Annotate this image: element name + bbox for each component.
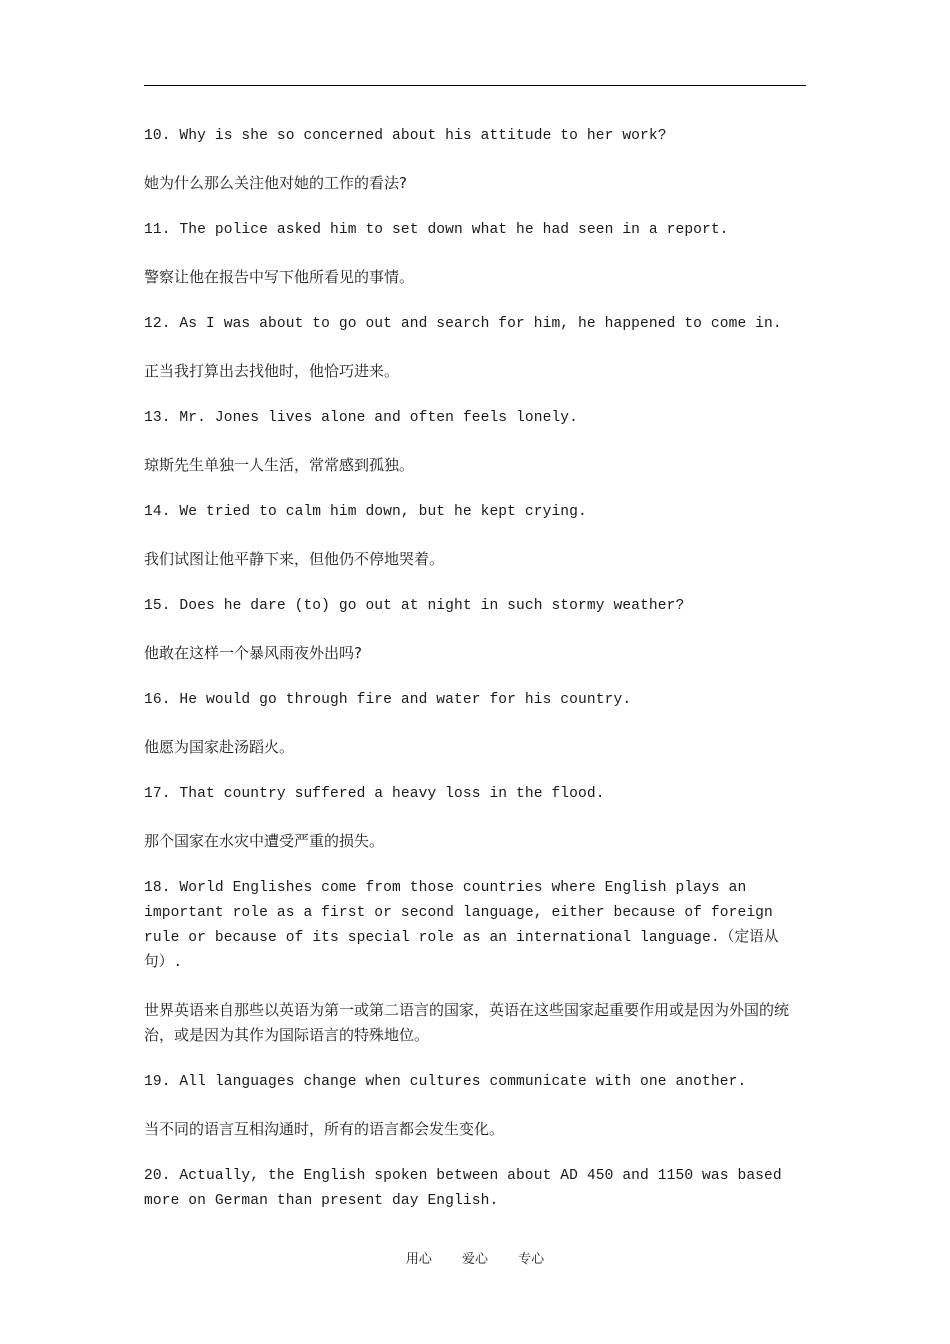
sentence-12-chinese: 正当我打算出去找他时，他恰巧进来。 (144, 362, 400, 380)
sentence-10-english: 10. Why is she so concerned about his attitude to her work? (144, 128, 667, 144)
footer-word: 专心 (518, 1252, 545, 1267)
sentence-18-english: 18. World Englishes come from those countries where English plays an important role as a first or second language, either because of foreign rule or because of its special role as an international language.（定语从句）. (144, 880, 779, 971)
header-rule (144, 85, 806, 86)
sentence-19-chinese: 当不同的语言互相沟通时，所有的语言都会发生变化。 (144, 1120, 505, 1138)
footer-word: 爱心 (461, 1252, 488, 1267)
sentence-16-english: 16. He would go through fire and water for his country. (144, 692, 632, 708)
sentence-10-chinese: 她为什么那么关注他对她的工作的看法? (144, 174, 407, 192)
sentence-15-chinese: 他敢在这样一个暴风雨夜外出吗? (144, 644, 362, 662)
sentence-15-english: 15. Does he dare (to) go out at night in such stormy weather? (144, 598, 685, 614)
sentence-16-chinese: 他愿为国家赴汤蹈火。 (144, 738, 295, 756)
sentence-13-chinese: 琼斯先生单独一人生活，常常感到孤独。 (144, 456, 415, 474)
sentence-20-english: 20. Actually, the English spoken between about AD 450 and 1150 was based more on German than present day English. (144, 1168, 782, 1209)
sentence-18-chinese: 世界英语来自那些以英语为第一或第二语言的国家，英语在这些国家起重要作用或是因为外国的统治，或是因为其作为国际语言的特殊地位。 (144, 1001, 790, 1044)
sentence-17-chinese: 那个国家在水灾中遭受严重的损失。 (144, 832, 385, 850)
sentence-14-english: 14. We tried to calm him down, but he kept crying. (144, 504, 587, 520)
page-footer (0, 1248, 950, 1267)
footer-word: 用心 (405, 1252, 432, 1267)
sentence-14-chinese: 我们试图让他平静下来，但他仍不停地哭着。 (144, 550, 445, 568)
document-body (144, 124, 806, 1236)
sentence-11-chinese: 警察让他在报告中写下他所看见的事情。 (144, 268, 415, 286)
sentence-12-english: 12. As I was about to go out and search for him, he happened to come in. (144, 316, 782, 332)
sentence-11-english: 11. The police asked him to set down what he had seen in a report. (144, 222, 729, 238)
sentence-17-english: 17. That country suffered a heavy loss in the flood. (144, 786, 605, 802)
sentence-13-english: 13. Mr. Jones lives alone and often feels lonely. (144, 410, 579, 426)
sentence-19-english: 19. All languages change when cultures communicate with one another. (144, 1074, 747, 1090)
